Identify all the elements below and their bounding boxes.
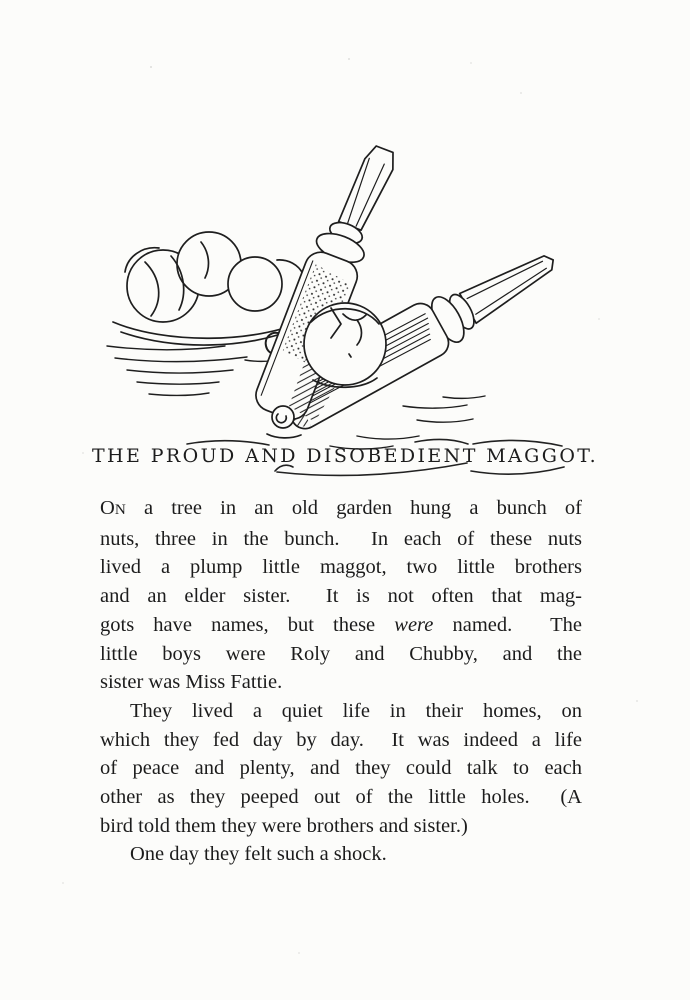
story-line: [100, 783, 582, 812]
scan-specks: [0, 0, 2, 2]
story-segment: and an elder sister. It is not often that mag-: [100, 585, 582, 608]
story-line: [100, 494, 582, 525]
story-line: [100, 640, 582, 669]
story-line: [100, 754, 582, 783]
story-segment: They lived a quiet life in their homes, on: [130, 699, 582, 722]
nutcracker-illustration: [105, 140, 580, 452]
story-segment: little boys were Roly and Chubby, and the: [100, 642, 582, 665]
caption-text: THE PROUD AND DISOBEDIENT MAGGOT.: [91, 445, 599, 467]
story-text: [100, 494, 582, 869]
story-line: [100, 668, 582, 697]
story-segment: nuts, three in the bunch. In each of these nuts: [100, 527, 582, 550]
story-segment: O: [100, 497, 115, 519]
story-segment: a tree in an old garden hung a bunch of: [125, 497, 582, 519]
italic-word: were: [394, 613, 434, 636]
story-segment: lived a plump little maggot, two little brothers: [100, 556, 582, 579]
story-segment: One day they felt such a shock.: [130, 843, 387, 866]
story-segment: sister was Miss Fattie.: [100, 671, 283, 694]
story-line: [100, 525, 582, 554]
story-segment: of peace and plenty, and they could talk to each: [100, 757, 582, 780]
story-line: [100, 697, 582, 726]
story-segment: which they fed day by day. It was indeed a life: [100, 728, 582, 751]
story-line: [100, 726, 582, 755]
story-line: [100, 582, 582, 611]
story-segment: bird told them they were brothers and sister.): [100, 814, 468, 837]
story-line: [100, 812, 582, 841]
small-cap-letter: N: [114, 501, 126, 518]
story-line: [100, 611, 582, 640]
illustration-caption: [0, 445, 690, 467]
story-line: [100, 553, 582, 582]
story-line: [100, 840, 582, 869]
story-segment: gots have names, but these: [100, 613, 395, 636]
story-segment: named. The: [433, 613, 582, 636]
story-segment: other as they peeped out of the little holes. (A: [100, 786, 582, 809]
